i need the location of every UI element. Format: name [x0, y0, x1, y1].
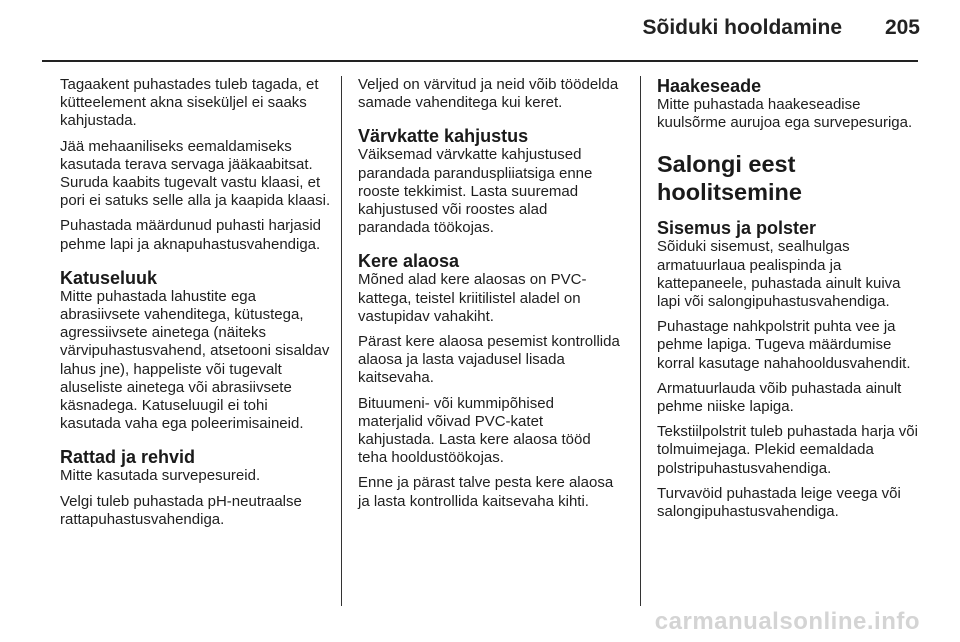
paragraph: Puhastage nahkpolstrit puhta vee ja pehme lapiga. Tugeva määrdumise korral kasutage nahahooldusvahendit. — [657, 318, 911, 372]
paragraph: Velgi tuleb puhastada pH-neutraalse rattapuhastusvahendiga. — [60, 492, 302, 528]
section-heading-underbody: Kere alaosa — [358, 251, 460, 272]
page-number: 205 — [884, 16, 920, 39]
column-2 — [358, 76, 622, 518]
watermark: carmanualsonline.info — [654, 608, 920, 635]
paragraph: Jää mehaaniliseks eemaldamiseks kasutada terava servaga jääkaabitsat. Suruda kaabits tugevalt vastu klaasi, et pori ei satuks selle alla ja kaapida klaasi. — [60, 137, 331, 210]
header-rule — [42, 60, 918, 62]
paragraph: Turvavöid puhastada leige veega või salongipuhastusvahendiga. — [657, 484, 901, 521]
paragraph: Sõiduki sisemust, sealhulgas armatuurlaua pealispinda ja kattepaneele, puhastada ainult kuiva lapi või salongipuhastusvahendiga. — [657, 238, 901, 311]
section-heading-upholstery: Sisemus ja polster — [657, 218, 817, 239]
section-heading-paint-damage: Värvkatte kahjustus — [358, 126, 529, 147]
paragraph: Puhastada määrdunud puhasti harjasid pehme lapi ja aknapuhastusvahendiga. — [60, 217, 322, 253]
page-header — [0, 0, 960, 60]
column-divider — [640, 76, 641, 606]
paragraph: Mitte puhastada lahustite ega abrasiivsete vahenditega, kütustega, agressiivsete ainetega (näiteks värvipuhastusvahend, atsetooni sisaldav lahus jne), happeliste või tugevalt aluseliste ainetega või abrasiivsete käsnadega. Katuseluugil ei tohi kasutada vaha ega poleerimisaineid. — [60, 287, 330, 433]
paragraph: Tagaakent puhastades tuleb tagada, et kütteelement akna siseküljel ei saaks kahjustada. — [60, 76, 319, 130]
paragraph: Mitte puhastada haakeseadise kuulsõrme aurujoa ega survepesuriga. — [657, 96, 913, 132]
column-divider — [341, 76, 342, 606]
paragraph: Mitte kasutada survepesureid. — [60, 467, 261, 485]
paragraph: Bituumeni- või kummipõhised materjalid võivad PVC-katet kahjustada. Lasta kere alaosa tööd teha hooldustöökojas. — [358, 394, 591, 467]
column-3 — [657, 76, 925, 528]
paragraph: Enne ja pärast talve pesta kere alaosa ja lasta kontrollida kaitsevaha kihti. — [358, 474, 614, 510]
header-title: Sõiduki hooldamine — [642, 16, 842, 39]
paragraph: Väiksemad värvkatte kahjustused parandada paranduspliiatsiga enne rooste tekkimist. Lasta suuremad kahjustused või roostes alad parandada töökojas. — [358, 146, 593, 237]
chapter-heading-interior-care: Salongi eest hoolitsemine — [657, 151, 802, 206]
paragraph: Pärast kere alaosa pesemist kontrollida alaosa ja lasta vajadusel lisada kaitsevaha. — [358, 333, 620, 387]
paragraph: Armatuurlauda võib puhastada ainult pehme niiske lapiga. — [657, 379, 902, 416]
section-heading-sunroof: Katuseluuk — [60, 267, 158, 288]
column-1 — [60, 76, 332, 536]
paragraph: Mõned alad kere alaosas on PVC-kattega, teistel kriitilistel aladel on vastupidav vahakiht. — [358, 271, 587, 325]
paragraph: Veljed on värvitud ja neid võib töödelda samade vahenditega kui keret. — [358, 76, 619, 112]
section-heading-towbar: Haakeseade — [657, 76, 762, 96]
paragraph: Tekstiilpolstrit tuleb puhastada harja või tolmuimejaga. Plekid eemaldada polstripuhastusvahendiga. — [657, 423, 918, 477]
section-heading-wheels: Rattad ja rehvid — [60, 447, 196, 468]
